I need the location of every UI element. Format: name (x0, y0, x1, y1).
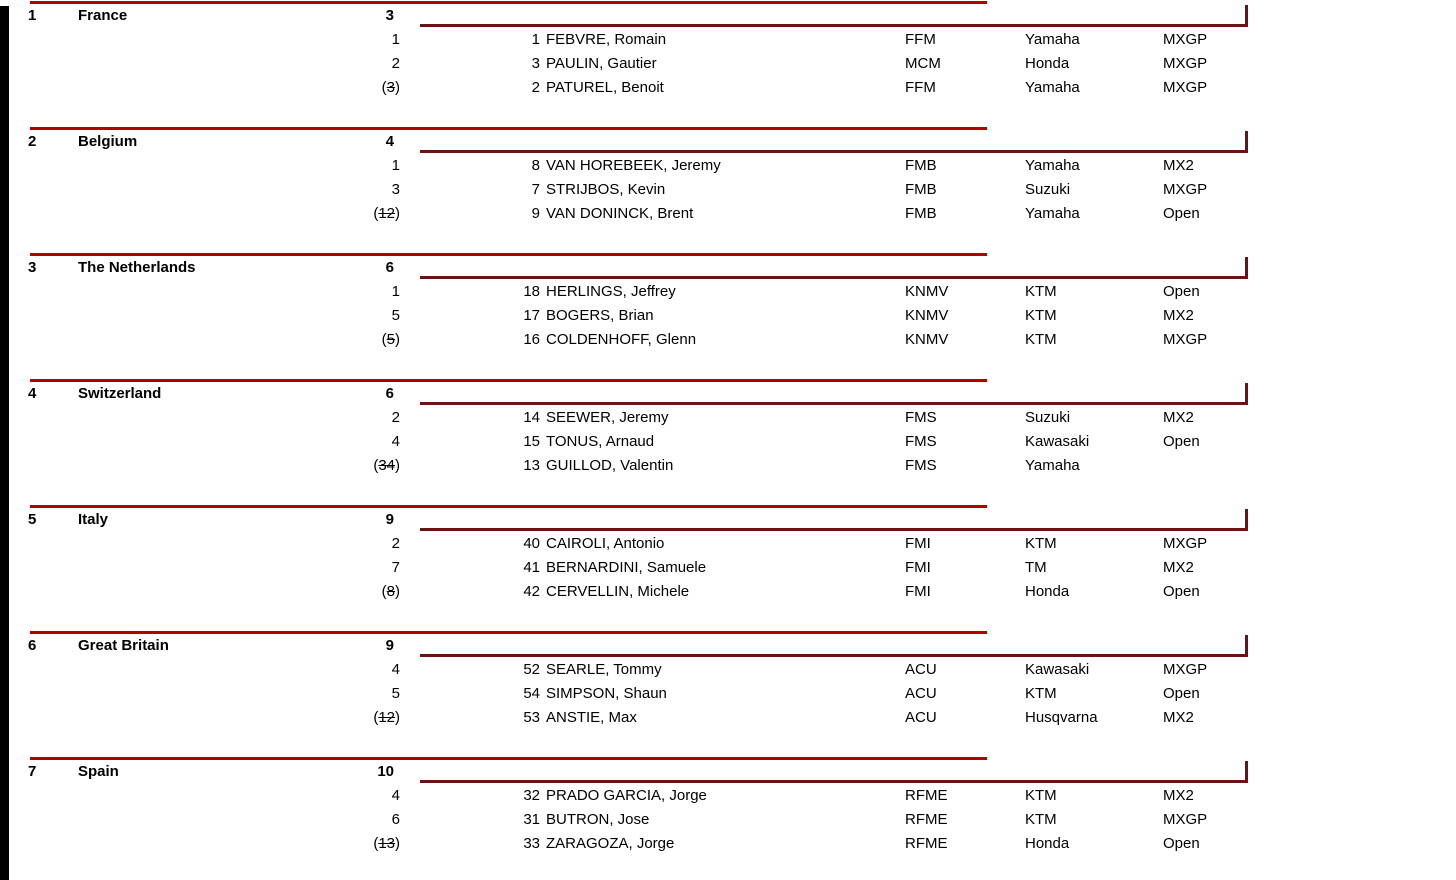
dropped-score: 3 (386, 79, 395, 96)
rider-name: HERLINGS, Jeffrey (546, 283, 676, 300)
bike-brand: KTM (1025, 685, 1057, 702)
federation-code: ACU (905, 709, 937, 726)
bike-brand: KTM (1025, 535, 1057, 552)
rider-name: SIMPSON, Shaun (546, 685, 667, 702)
rider-position: 5 (391, 685, 400, 702)
rider-position: (12) (373, 205, 400, 222)
rider-number: 3 (531, 55, 540, 72)
dropped-score: 8 (386, 583, 395, 600)
rider-row (0, 832, 1456, 856)
rider-row (0, 658, 1456, 682)
race-class: Open (1163, 283, 1200, 300)
rider-position: 4 (391, 433, 400, 450)
rider-number: 41 (523, 559, 540, 576)
rider-number: 14 (523, 409, 540, 426)
bike-brand: Kawasaki (1025, 661, 1090, 678)
rider-name: STRIJBOS, Kevin (546, 181, 666, 198)
rider-position: (5) (381, 331, 400, 348)
rider-name: TONUS, Arnaud (546, 433, 655, 450)
riders-block-line (420, 780, 1248, 783)
rider-position: (8) (381, 583, 400, 600)
rider-row (0, 304, 1456, 328)
team-rank: 3 (28, 259, 37, 276)
rider-number: 2 (531, 79, 540, 96)
race-class: MXGP (1163, 79, 1208, 96)
country-name: Switzerland (78, 385, 162, 402)
rider-row (0, 178, 1456, 202)
team-points: 6 (385, 385, 394, 402)
rider-position: 6 (391, 811, 400, 828)
federation-code: KNMV (905, 307, 949, 324)
team-rank: 1 (28, 7, 37, 24)
rider-number: 16 (523, 331, 540, 348)
federation-code: FMS (905, 433, 937, 450)
country-name: Spain (78, 763, 119, 780)
country-section (0, 631, 1456, 757)
bike-brand: Honda (1025, 55, 1070, 72)
race-class: Open (1163, 835, 1200, 852)
race-class: MX2 (1163, 307, 1194, 324)
country-name: Belgium (78, 133, 138, 150)
riders-block-line-tick (1245, 131, 1248, 153)
bike-brand: Honda (1025, 583, 1070, 600)
rider-name: SEEWER, Jeremy (546, 409, 669, 426)
rider-number: 33 (523, 835, 540, 852)
federation-code: FMB (905, 157, 937, 174)
team-points: 10 (377, 763, 394, 780)
rider-number: 9 (531, 205, 540, 222)
rider-name: VAN DONINCK, Brent (546, 205, 694, 222)
bike-brand: Suzuki (1025, 409, 1071, 426)
rider-row (0, 406, 1456, 430)
riders-block-line (420, 24, 1248, 27)
rider-row (0, 556, 1456, 580)
bike-brand: KTM (1025, 283, 1057, 300)
rider-row (0, 784, 1456, 808)
rider-row (0, 28, 1456, 52)
riders-block-line-tick (1245, 383, 1248, 405)
federation-code: RFME (905, 811, 948, 828)
country-section (0, 1, 1456, 127)
team-rank: 4 (28, 385, 37, 402)
team-rank: 2 (28, 133, 37, 150)
federation-code: FMI (905, 559, 931, 576)
rider-position: 1 (391, 31, 400, 48)
bike-brand: Honda (1025, 835, 1070, 852)
rider-number: 42 (523, 583, 540, 600)
riders-block-line-tick (1245, 761, 1248, 783)
federation-code: ACU (905, 661, 937, 678)
bike-brand: Yamaha (1025, 457, 1080, 474)
bike-brand: Yamaha (1025, 157, 1080, 174)
rider-position: 4 (391, 787, 400, 804)
rider-name: CAIROLI, Antonio (546, 535, 665, 552)
dropped-score: 12 (378, 709, 395, 726)
race-class: MXGP (1163, 811, 1208, 828)
rider-row (0, 328, 1456, 352)
rider-row (0, 52, 1456, 76)
dropped-score: 12 (378, 205, 395, 222)
bike-brand: Yamaha (1025, 205, 1080, 222)
rider-number: 8 (531, 157, 540, 174)
rider-row (0, 430, 1456, 454)
country-name: Italy (78, 511, 109, 528)
race-class: MXGP (1163, 661, 1208, 678)
race-class: Open (1163, 433, 1200, 450)
rider-position: 3 (391, 181, 400, 198)
country-name: The Netherlands (78, 259, 196, 276)
bike-brand: KTM (1025, 331, 1057, 348)
race-class: Open (1163, 583, 1200, 600)
bike-brand: Kawasaki (1025, 433, 1090, 450)
bike-brand: KTM (1025, 307, 1057, 324)
riders-block-line (420, 402, 1248, 405)
team-points: 3 (385, 7, 394, 24)
rider-name: PAULIN, Gautier (546, 55, 657, 72)
rider-name: BOGERS, Brian (546, 307, 654, 324)
rider-row (0, 682, 1456, 706)
team-points: 9 (385, 637, 394, 654)
race-class: MXGP (1163, 331, 1208, 348)
federation-code: FMS (905, 457, 937, 474)
rider-number: 31 (523, 811, 540, 828)
bike-brand: Yamaha (1025, 31, 1080, 48)
race-class: Open (1163, 685, 1200, 702)
rider-number: 52 (523, 661, 540, 678)
rider-position: 5 (391, 307, 400, 324)
rider-name: PATUREL, Benoit (546, 79, 664, 96)
rider-name: BERNARDINI, Samuele (546, 559, 707, 576)
race-class: MX2 (1163, 709, 1194, 726)
country-section (0, 379, 1456, 505)
federation-code: FMI (905, 535, 931, 552)
bike-brand: Yamaha (1025, 79, 1080, 96)
rider-name: FEBVRE, Romain (546, 31, 667, 48)
rider-row (0, 706, 1456, 730)
rider-row (0, 532, 1456, 556)
rider-name: BUTRON, Jose (546, 811, 650, 828)
race-class: MX2 (1163, 559, 1194, 576)
rider-name: CERVELLIN, Michele (546, 583, 690, 600)
dropped-score: 5 (386, 331, 395, 348)
rider-number: 1 (531, 31, 540, 48)
team-points: 9 (385, 511, 394, 528)
federation-code: FMB (905, 205, 937, 222)
rider-number: 32 (523, 787, 540, 804)
riders-block-line-tick (1245, 635, 1248, 657)
riders-block-line (420, 150, 1248, 153)
country-section (0, 253, 1456, 379)
race-class: MX2 (1163, 157, 1194, 174)
rider-number: 53 (523, 709, 540, 726)
bike-brand: Suzuki (1025, 181, 1071, 198)
rider-position: 1 (391, 283, 400, 300)
rider-row (0, 280, 1456, 304)
rider-number: 17 (523, 307, 540, 324)
riders-block-line (420, 276, 1248, 279)
rider-row (0, 202, 1456, 226)
rider-position: 7 (391, 559, 400, 576)
country-section (0, 757, 1456, 880)
bike-brand: KTM (1025, 811, 1057, 828)
federation-code: FFM (905, 79, 936, 96)
bike-brand: Husqvarna (1025, 709, 1098, 726)
bike-brand: KTM (1025, 787, 1057, 804)
rider-number: 18 (523, 283, 540, 300)
rider-position: 2 (391, 409, 400, 426)
dropped-score: 13 (378, 835, 395, 852)
riders-block-line (420, 654, 1248, 657)
team-rank: 7 (28, 763, 37, 780)
riders-block-line (420, 528, 1248, 531)
federation-code: KNMV (905, 331, 949, 348)
rider-position: 2 (391, 55, 400, 72)
rider-number: 40 (523, 535, 540, 552)
federation-code: MCM (905, 55, 941, 72)
rider-name: ANSTIE, Max (546, 709, 637, 726)
rider-row (0, 580, 1456, 604)
dropped-score: 34 (378, 457, 395, 474)
rider-name: COLDENHOFF, Glenn (546, 331, 697, 348)
race-class: MXGP (1163, 55, 1208, 72)
rider-row (0, 454, 1456, 478)
federation-code: FFM (905, 31, 936, 48)
rider-row (0, 76, 1456, 100)
rider-row (0, 808, 1456, 832)
rider-row (0, 154, 1456, 178)
rider-position: 4 (391, 661, 400, 678)
country-name: France (78, 7, 128, 24)
country-section (0, 127, 1456, 253)
rider-position: (12) (373, 709, 400, 726)
rider-name: ZARAGOZA, Jorge (546, 835, 675, 852)
rider-name: VAN HOREBEEK, Jeremy (546, 157, 721, 174)
federation-code: FMS (905, 409, 937, 426)
riders-block-line-tick (1245, 5, 1248, 27)
team-rank: 5 (28, 511, 37, 528)
riders-block-line-tick (1245, 257, 1248, 279)
rider-position: (13) (373, 835, 400, 852)
federation-code: ACU (905, 685, 937, 702)
race-class: MXGP (1163, 181, 1208, 198)
federation-code: RFME (905, 787, 948, 804)
rider-number: 15 (523, 433, 540, 450)
team-points: 6 (385, 259, 394, 276)
country-section (0, 505, 1456, 631)
federation-code: FMI (905, 583, 931, 600)
rider-name: PRADO GARCIA, Jorge (546, 787, 707, 804)
rider-position: 2 (391, 535, 400, 552)
rider-number: 7 (531, 181, 540, 198)
rider-name: GUILLOD, Valentin (546, 457, 674, 474)
country-name: Great Britain (78, 637, 169, 654)
race-class: MX2 (1163, 409, 1194, 426)
rider-position: (3) (381, 79, 400, 96)
riders-block-line-tick (1245, 509, 1248, 531)
team-rank: 6 (28, 637, 37, 654)
federation-code: RFME (905, 835, 948, 852)
team-points: 4 (385, 133, 394, 150)
rider-number: 13 (523, 457, 540, 474)
race-class: Open (1163, 205, 1200, 222)
race-class: MXGP (1163, 31, 1208, 48)
rider-number: 54 (523, 685, 540, 702)
bike-brand: TM (1025, 559, 1047, 576)
race-class: MX2 (1163, 787, 1194, 804)
federation-code: FMB (905, 181, 937, 198)
race-class: MXGP (1163, 535, 1208, 552)
federation-code: KNMV (905, 283, 949, 300)
rider-name: SEARLE, Tommy (546, 661, 662, 678)
rider-position: (34) (373, 457, 400, 474)
rider-position: 1 (391, 157, 400, 174)
